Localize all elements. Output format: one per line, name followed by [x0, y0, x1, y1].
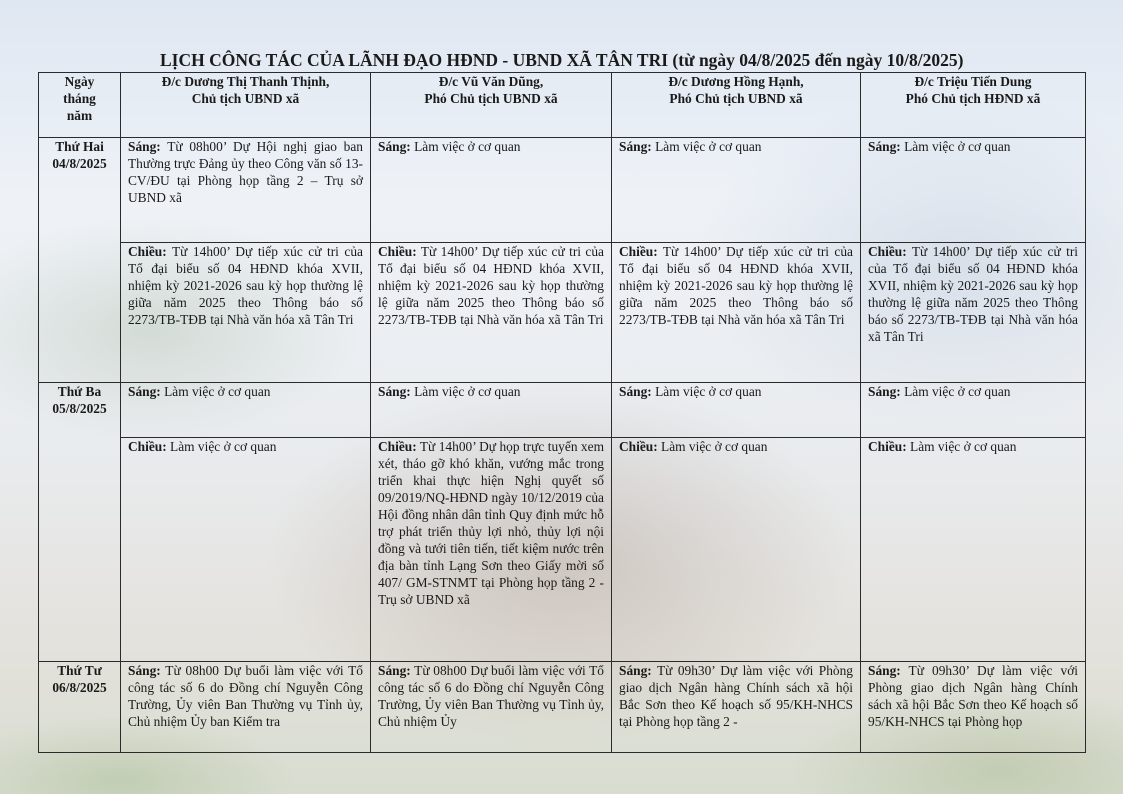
page-title: LỊCH CÔNG TÁC CỦA LÃNH ĐẠO HĐND - UBND XÃ TÂN TRI (từ ngày 04/8/2025 đến ngày 10/8/2025) [160, 50, 964, 70]
schedule-cell: Sáng: Từ 08h00’ Dự Hội nghị giao ban Thường trực Đảng ủy theo Công văn số 13-CV/ĐU tại Phòng họp tầng 2 – Trụ sở UBND xã [121, 138, 371, 243]
schedule-cell: Chiều: Từ 14h00’ Dự tiếp xúc cử tri của Tổ đại biểu số 04 HĐND khóa XVII, nhiệm kỳ 2021-2026 sau kỳ họp thường lệ giữa năm 2025 theo Thông báo số 2273/TB-TĐB tại Nhà văn hóa xã Tân Tri [121, 243, 371, 383]
day-cell-wednesday: Thứ Tư 06/8/2025 [39, 662, 121, 753]
table-row [39, 662, 1086, 753]
schedule-cell: Sáng: Làm việc ở cơ quan [612, 383, 861, 438]
leader-name: Đ/c Vũ Văn Dũng, [438, 74, 544, 89]
table-row [39, 438, 1086, 662]
schedule-cell: Chiều: Từ 14h00’ Dự tiếp xúc cử tri của Tổ đại biểu số 04 HĐND khóa XVII, nhiệm kỳ 2021-2026 sau kỳ họp thường lệ giữa năm 2025 theo Thông báo số 2273/TB-TĐB tại Nhà văn hóa xã Tân Tri [371, 243, 612, 383]
leader-header-4 [861, 73, 1086, 138]
schedule-cell: Sáng: Từ 09h30’ Dự làm việc với Phòng giao dịch Ngân hàng Chính sách xã hội Bắc Sơn theo Kế hoạch số 95/KH-NHCS tại Phòng họp [861, 662, 1086, 753]
schedule-cell: Chiều: Từ 14h00’ Dự tiếp xúc cử tri của Tổ đại biểu số 04 HĐND khóa XVII, nhiệm kỳ 2021-2026 sau kỳ họp thường lệ giữa năm 2025 theo Thông báo số 2273/TB-TĐB tại Nhà văn hóa xã Tân Tri [612, 243, 861, 383]
leader-header-3 [612, 73, 861, 138]
schedule-cell: Sáng: Từ 09h30’ Dự làm việc với Phòng giao dịch Ngân hàng Chính sách xã hội Bắc Sơn theo Kế hoạch số 95/KH-NHCS tại Phòng họp tầng 2 - [612, 662, 861, 753]
leader-role: Chủ tịch UBND xã [191, 91, 300, 106]
leader-header-1 [121, 73, 371, 138]
schedule-cell: Sáng: Làm việc ở cơ quan [612, 138, 861, 243]
schedule-cell: Sáng: Làm việc ở cơ quan [861, 138, 1086, 243]
schedule-cell: Sáng: Từ 08h00 Dự buổi làm việc với Tổ công tác số 6 do Đồng chí Nguyễn Công Trường, Ủy viên Ban Thường vụ Tỉnh ủy, Chủ nhiệm Ủy ban Kiểm tra [121, 662, 371, 753]
day-cell-monday: Thứ Hai 04/8/2025 [39, 138, 121, 383]
table-row [39, 383, 1086, 438]
schedule-cell: Sáng: Làm việc ở cơ quan [371, 138, 612, 243]
schedule-cell: Chiều: Làm việc ở cơ quan [121, 438, 371, 662]
leader-header-2 [371, 73, 612, 138]
leader-name: Đ/c Triệu Tiến Dung [914, 74, 1032, 89]
table-row [39, 243, 1086, 383]
schedule-cell: Chiều: Từ 14h00’ Dự họp trực tuyến xem xét, tháo gỡ khó khăn, vướng mắc trong triển khai thực hiện Nghị quyết số 09/2019/NQ-HĐND ngày 10/12/2019 của Hội đồng nhân dân tỉnh Quy định mức hỗ trợ phát triển thủy lợi nhỏ, thủy lợi nội đồng và tưới tiên tiến, tiết kiệm nước trên địa bàn tỉnh Lạng Sơn theo Giấy mời số 407/ GM-STNMT tại Phòng họp tầng 2 - Trụ sở UBND xã [371, 438, 612, 662]
schedule-table [38, 72, 1086, 753]
leader-role: Phó Chủ tịch UBND xã [669, 91, 803, 106]
leader-name: Đ/c Dương Hồng Hạnh, [668, 74, 804, 89]
table-row [39, 138, 1086, 243]
schedule-cell: Chiều: Làm việc ở cơ quan [612, 438, 861, 662]
day-cell-tuesday: Thứ Ba 05/8/2025 [39, 383, 121, 662]
schedule-cell: Sáng: Từ 08h00 Dự buổi làm việc với Tổ công tác số 6 do Đồng chí Nguyễn Công Trường, Ủy viên Ban Thường vụ Tỉnh ủy, Chủ nhiệm Ủy [371, 662, 612, 753]
header-row [39, 73, 1086, 138]
schedule-cell: Sáng: Làm việc ở cơ quan [371, 383, 612, 438]
schedule-cell: Chiều: Từ 14h00’ Dự tiếp xúc cử tri của Tổ đại biểu số 04 HĐND khóa XVII, nhiệm kỳ 2021-2026 sau kỳ họp thường lệ giữa năm 2025 theo Thông báo số 2273/TB-TĐB tại Nhà văn hóa xã Tân Tri [861, 243, 1086, 383]
schedule-cell: Sáng: Làm việc ở cơ quan [861, 383, 1086, 438]
leader-role: Phó Chủ tịch HĐND xã [905, 91, 1041, 106]
leader-role: Phó Chủ tịch UBND xã [424, 91, 558, 106]
date-column-header: Ngày tháng năm [39, 73, 121, 138]
schedule-cell: Chiều: Làm việc ở cơ quan [861, 438, 1086, 662]
schedule-cell: Sáng: Làm việc ở cơ quan [121, 383, 371, 438]
leader-name: Đ/c Dương Thị Thanh Thịnh, [161, 74, 330, 89]
